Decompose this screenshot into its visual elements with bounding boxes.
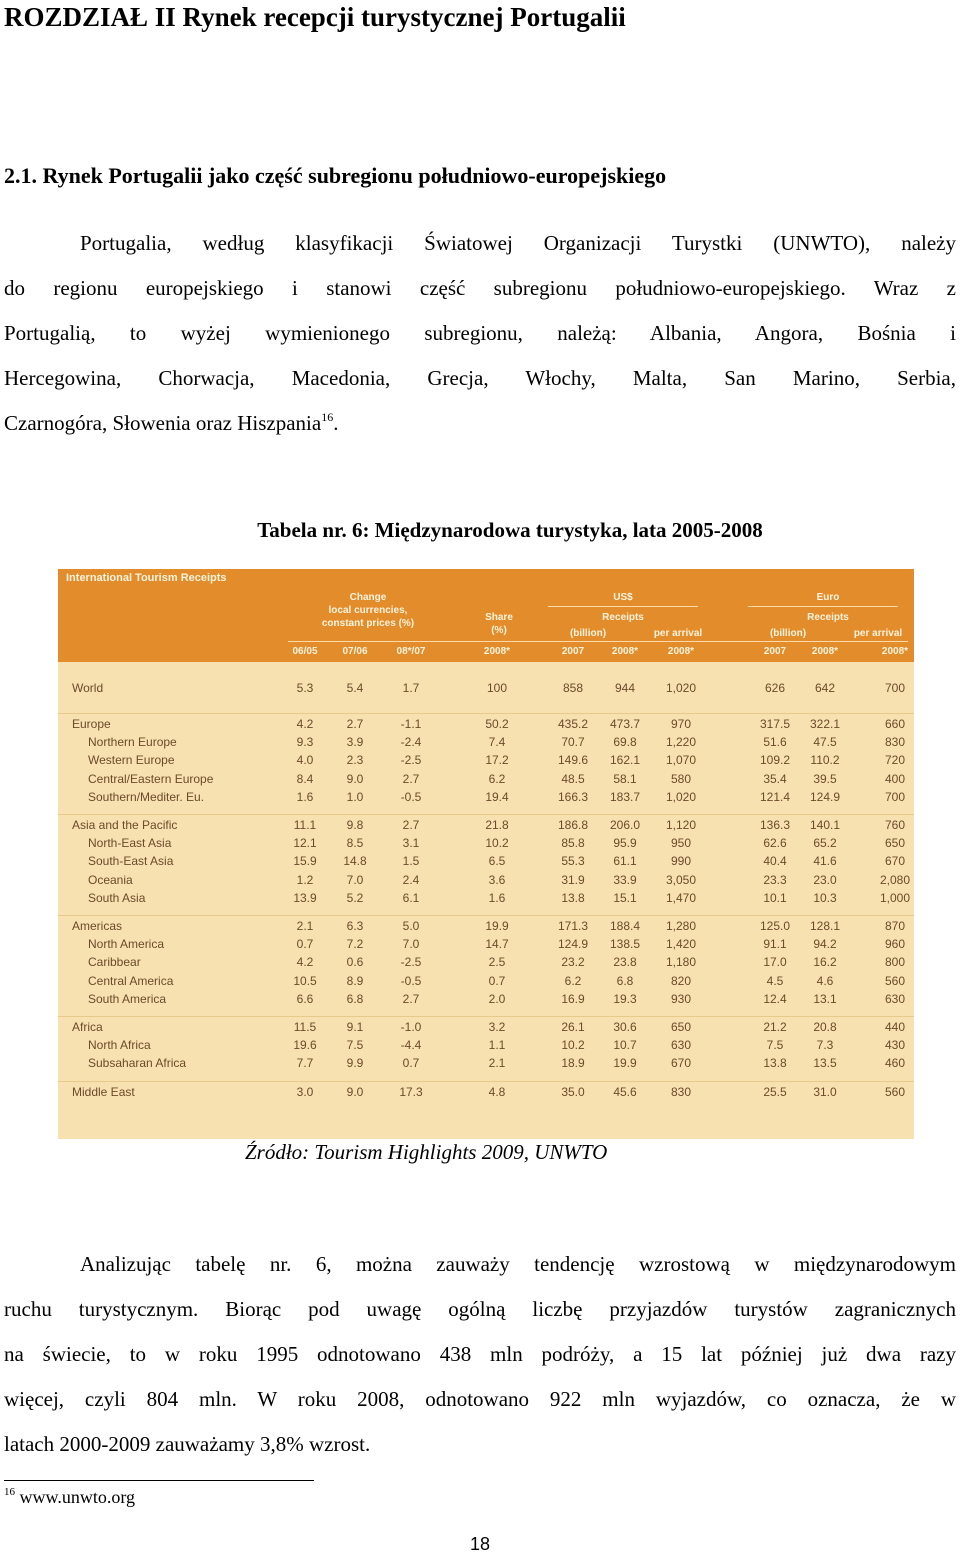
header-eu-billion: (billion) <box>769 628 807 639</box>
intro-line-end: . <box>333 411 339 435</box>
row-value: 720 <box>884 753 906 768</box>
group-separator <box>58 915 914 916</box>
row-value: 2.1 <box>488 1056 506 1071</box>
row-value: 9.0 <box>346 771 364 786</box>
row-value: 2.7 <box>402 771 420 786</box>
row-value: 9.1 <box>346 1020 364 1034</box>
row-value: 206.0 <box>609 818 641 832</box>
row-value: 8.4 <box>296 771 314 786</box>
header-rule <box>748 606 898 607</box>
table-row <box>58 1085 914 1103</box>
table-header <box>58 569 914 662</box>
row-value: 8.9 <box>346 973 364 988</box>
row-value: 109.2 <box>759 753 791 768</box>
year-header: 07/06 <box>342 646 368 657</box>
row-value: 4.2 <box>296 955 314 970</box>
header-eu-perarrival: per arrival <box>853 628 903 639</box>
intro-line: do regionu europejskiego i stanowi część subregionu południowo-europejskiego. Wraz z <box>4 276 956 300</box>
year-header: 06/05 <box>292 646 318 657</box>
row-value: 19.9 <box>485 919 509 933</box>
row-label: South America <box>88 991 167 1006</box>
row-value: 1.6 <box>488 890 506 905</box>
row-value: 26.1 <box>561 1020 585 1034</box>
row-value: 17.3 <box>399 1084 423 1099</box>
row-value: 317.5 <box>759 717 791 731</box>
row-value: 1,280 <box>665 919 697 933</box>
row-value: 2.5 <box>488 955 506 970</box>
page-number: 18 <box>469 1534 491 1554</box>
row-value: 630 <box>884 991 906 1006</box>
row-value: 10.3 <box>813 890 837 905</box>
row-value: 18.9 <box>561 1056 585 1071</box>
row-value: 11.1 <box>293 818 317 832</box>
row-value: 125.0 <box>759 919 791 933</box>
row-value: 2,080 <box>879 872 911 887</box>
row-value: 0.7 <box>402 1056 420 1071</box>
row-value: 3.6 <box>488 872 506 887</box>
row-value: 21.2 <box>763 1020 787 1034</box>
row-value: 166.3 <box>557 789 589 804</box>
row-value: 760 <box>884 818 906 832</box>
row-value: 2.7 <box>402 991 420 1006</box>
row-label: Northern Europe <box>88 735 177 750</box>
row-value: 6.2 <box>488 771 506 786</box>
row-value: 12.1 <box>293 836 317 851</box>
row-value: 13.1 <box>813 991 837 1006</box>
row-value: 31.9 <box>561 872 585 887</box>
row-value: 7.5 <box>766 1038 784 1053</box>
row-value: 5.4 <box>346 681 364 695</box>
row-value: 460 <box>884 1056 906 1071</box>
table-row <box>58 836 914 854</box>
row-label: South-East Asia <box>88 854 174 869</box>
body-line: ruchu turystycznym. Biorąc pod uwagę ogólną liczbę przyjazdów turystów zagranicznych <box>4 1297 956 1321</box>
table-row <box>58 974 914 992</box>
row-label: Europe <box>72 717 111 731</box>
table-row <box>58 1020 914 1038</box>
row-value: 58.1 <box>613 771 637 786</box>
row-label: Asia and the Pacific <box>72 818 178 832</box>
row-value: 800 <box>884 955 906 970</box>
row-value: 95.9 <box>613 836 637 851</box>
row-label: Subsaharan Africa <box>88 1056 187 1071</box>
table-source: Źródło: Tourism Highlights 2009, UNWTO <box>245 1140 608 1164</box>
table-title: International Tourism Receipts <box>66 572 227 584</box>
row-value: 473.7 <box>609 717 641 731</box>
row-value: 30.6 <box>613 1020 637 1034</box>
header-euro: Euro <box>816 592 840 603</box>
row-value: 13.5 <box>813 1056 837 1071</box>
table-row <box>58 854 914 872</box>
row-value: 3.0 <box>296 1084 314 1099</box>
table-row <box>58 753 914 771</box>
row-value: 14.8 <box>343 854 367 869</box>
body-line: Analizując tabelę nr. 6, można zauważy tendencję wzrostową w międzynarodowym <box>80 1252 956 1276</box>
intro-line-text: Czarnogóra, Słowenia oraz Hiszpania <box>4 411 322 435</box>
body-line: więcej, czyli 804 mln. W roku 2008, odnotowano 922 mln wyjazdów, co oznacza, że w <box>4 1387 956 1411</box>
row-value: 128.1 <box>809 919 841 933</box>
row-value: 23.0 <box>813 872 837 887</box>
year-header: 2008* <box>611 646 639 657</box>
tourism-receipts-table-image <box>58 569 914 1139</box>
row-value: 7.5 <box>346 1038 364 1053</box>
row-value: 65.2 <box>813 836 837 851</box>
header-share <box>474 611 524 637</box>
row-value: 6.8 <box>616 973 634 988</box>
row-value: 16.9 <box>561 991 585 1006</box>
row-value: 6.5 <box>488 854 506 869</box>
row-value: 23.8 <box>613 955 637 970</box>
row-value: 2.4 <box>402 872 420 887</box>
row-value: 0.7 <box>296 937 314 952</box>
row-value: 138.5 <box>609 937 641 952</box>
row-value: 1,000 <box>879 890 911 905</box>
row-value: 435.2 <box>557 717 589 731</box>
row-value: 13.8 <box>763 1056 787 1071</box>
row-value: 6.1 <box>402 890 420 905</box>
row-value: 19.3 <box>613 991 637 1006</box>
row-value: 830 <box>884 735 906 750</box>
footnote-number: 16 <box>4 1486 15 1498</box>
row-label: Caribbear <box>88 955 141 970</box>
row-value: 3,050 <box>665 872 697 887</box>
row-value: -0.5 <box>400 973 422 988</box>
row-value: 47.5 <box>813 735 837 750</box>
row-value: 21.8 <box>485 818 509 832</box>
row-value: 14.7 <box>485 937 509 952</box>
table-row <box>58 735 914 753</box>
row-value: -4.4 <box>400 1038 422 1053</box>
row-value: 5.3 <box>296 681 314 695</box>
row-value: 990 <box>670 854 692 869</box>
header-share-2: (%) <box>491 625 507 636</box>
row-value: 4.5 <box>766 973 784 988</box>
row-value: 33.9 <box>613 872 637 887</box>
row-value: 91.1 <box>763 937 787 952</box>
row-value: 670 <box>670 1056 692 1071</box>
row-value: 94.2 <box>813 937 837 952</box>
row-value: 4.2 <box>296 717 314 731</box>
row-value: 19.6 <box>293 1038 317 1053</box>
row-value: 2.1 <box>296 919 314 933</box>
row-value: 186.8 <box>557 818 589 832</box>
row-value: -2.4 <box>400 735 422 750</box>
year-header: 2008* <box>483 646 511 657</box>
row-value: 1.0 <box>346 789 364 804</box>
table-row <box>58 919 914 937</box>
section-title: 2.1. Rynek Portugalii jako część subregionu południowo-europejskiego <box>4 163 667 188</box>
row-value: 1,420 <box>665 937 697 952</box>
row-value: 69.8 <box>613 735 637 750</box>
row-value: 2.7 <box>402 818 420 832</box>
table-row <box>58 873 914 891</box>
row-value: 322.1 <box>809 717 841 731</box>
year-header: 2007 <box>763 646 787 657</box>
row-value: 10.5 <box>293 973 317 988</box>
table-row <box>58 937 914 955</box>
row-value: 10.7 <box>613 1038 637 1053</box>
row-value: 35.0 <box>561 1084 585 1099</box>
row-value: 15.9 <box>293 854 317 869</box>
row-value: 650 <box>670 1020 692 1034</box>
header-us: US$ <box>613 592 633 603</box>
row-value: 820 <box>670 973 692 988</box>
header-change-1: Change <box>349 592 387 603</box>
row-value: 19.4 <box>485 789 509 804</box>
intro-line: Hercegowina, Chorwacja, Macedonia, Grecja, Włochy, Malta, San Marino, Serbia, <box>4 366 956 390</box>
row-value: 1,220 <box>665 735 697 750</box>
row-value: 944 <box>614 681 636 695</box>
row-value: 7.7 <box>296 1056 314 1071</box>
row-label: Western Europe <box>88 753 175 768</box>
row-value: 700 <box>884 789 906 804</box>
row-value: 13.8 <box>561 890 585 905</box>
row-value: 858 <box>562 681 584 695</box>
table-caption: Tabela nr. 6: Międzynarodowa turystyka, lata 2005-2008 <box>257 518 763 542</box>
row-value: 1,120 <box>665 818 697 832</box>
row-value: 17.0 <box>763 955 787 970</box>
row-value: 4.8 <box>488 1084 506 1099</box>
row-value: 31.0 <box>813 1084 837 1099</box>
row-value: 660 <box>884 717 906 731</box>
row-value: 930 <box>670 991 692 1006</box>
row-value: 9.0 <box>346 1084 364 1099</box>
table-row <box>58 1038 914 1056</box>
row-value: 1.6 <box>296 789 314 804</box>
row-value: 48.5 <box>561 771 585 786</box>
row-value: 1,070 <box>665 753 697 768</box>
row-value: 121.4 <box>759 789 791 804</box>
row-value: 0.6 <box>346 955 364 970</box>
row-value: 13.9 <box>293 890 317 905</box>
body-line: na świecie, to w roku 1995 odnotowano 438 mln podróży, a 15 lat później już dwa razy <box>4 1342 956 1366</box>
row-value: 2.7 <box>346 717 364 731</box>
row-value: 124.9 <box>809 789 841 804</box>
intro-line-last <box>4 401 956 447</box>
header-change-3: constant prices (%) <box>321 618 415 629</box>
row-value: 560 <box>884 973 906 988</box>
year-header: 2008* <box>811 646 839 657</box>
row-value: 700 <box>884 681 906 695</box>
group-separator <box>58 1016 914 1017</box>
table-row <box>58 681 914 699</box>
footnote <box>4 1487 135 1508</box>
row-value: 1.2 <box>296 872 314 887</box>
row-value: 19.9 <box>613 1056 637 1071</box>
footnote-ref[interactable]: 16 <box>321 410 334 424</box>
row-value: 110.2 <box>810 753 840 768</box>
row-label: North-East Asia <box>88 836 172 851</box>
row-value: -2.5 <box>400 753 422 768</box>
row-value: 870 <box>884 919 906 933</box>
row-value: 188.4 <box>609 919 641 933</box>
row-value: 1.7 <box>402 681 420 695</box>
row-label: World <box>72 681 104 695</box>
row-value: 950 <box>670 836 692 851</box>
row-value: 440 <box>884 1020 906 1034</box>
chapter-title: ROZDZIAŁ II Rynek recepcji turystycznej Portugalii <box>4 2 626 32</box>
table-row <box>58 992 914 1010</box>
header-eu-receipts: Receipts <box>807 612 849 623</box>
footnote-link[interactable]: www.unwto.org <box>15 1487 135 1507</box>
row-value: 17.2 <box>485 753 509 768</box>
header-us-receipts: Receipts <box>602 612 644 623</box>
row-value: 5.2 <box>346 890 364 905</box>
row-value: 430 <box>884 1038 906 1053</box>
header-change <box>288 591 448 630</box>
row-value: 7.0 <box>402 937 420 952</box>
row-label: Africa <box>72 1020 103 1034</box>
row-value: 630 <box>670 1038 692 1053</box>
row-value: 23.2 <box>561 955 585 970</box>
row-value: 70.7 <box>561 735 585 750</box>
row-value: 41.6 <box>813 854 837 869</box>
table-row <box>58 790 914 808</box>
row-value: 0.7 <box>488 973 506 988</box>
row-value: 1,020 <box>665 681 697 695</box>
row-value: 162.1 <box>609 753 641 768</box>
row-value: 45.6 <box>613 1084 637 1099</box>
row-value: 6.2 <box>564 973 582 988</box>
row-value: 55.3 <box>561 854 585 869</box>
row-value: -2.5 <box>400 955 422 970</box>
row-value: 11.5 <box>293 1020 317 1034</box>
row-label: South Asia <box>88 890 146 905</box>
header-rule <box>548 606 698 607</box>
row-value: 7.2 <box>346 937 364 952</box>
row-value: 7.3 <box>816 1038 834 1053</box>
row-value: 9.8 <box>346 818 364 832</box>
row-value: 12.4 <box>763 991 787 1006</box>
row-value: 50.2 <box>485 717 509 731</box>
row-value: 10.1 <box>763 890 787 905</box>
row-value: -1.1 <box>400 717 422 731</box>
group-separator <box>58 1081 914 1082</box>
row-value: 5.0 <box>402 919 420 933</box>
intro-line: Portugalia, według klasyfikacji Światowej Organizacji Turystki (UNWTO), należy <box>80 231 956 255</box>
row-value: 40.4 <box>763 854 787 869</box>
row-value: 3.1 <box>402 836 420 851</box>
table-row <box>58 717 914 735</box>
row-value: 100 <box>486 681 508 695</box>
row-value: 10.2 <box>561 1038 585 1053</box>
row-value: 970 <box>670 717 692 731</box>
row-value: 25.5 <box>763 1084 787 1099</box>
row-value: 3.9 <box>346 735 364 750</box>
row-value: 1,020 <box>665 789 697 804</box>
row-value: 183.7 <box>609 789 641 804</box>
row-value: 6.8 <box>346 991 364 1006</box>
row-label: North Africa <box>88 1038 151 1053</box>
row-label: Americas <box>72 919 123 933</box>
row-label: Middle East <box>72 1084 135 1099</box>
row-value: 124.9 <box>557 937 589 952</box>
row-value: 61.1 <box>613 854 637 869</box>
row-value: -1.0 <box>400 1020 422 1034</box>
row-value: 62.6 <box>763 836 787 851</box>
row-value: 400 <box>884 771 906 786</box>
row-value: 2.3 <box>346 753 364 768</box>
row-value: 650 <box>884 836 906 851</box>
row-value: 9.9 <box>346 1056 364 1071</box>
row-value: 560 <box>884 1084 906 1099</box>
header-rule <box>288 641 908 642</box>
row-value: 39.5 <box>813 771 837 786</box>
row-value: -0.5 <box>400 789 422 804</box>
row-value: 642 <box>814 681 836 695</box>
table-row <box>58 955 914 973</box>
row-value: 3.2 <box>488 1020 506 1034</box>
row-value: 960 <box>884 937 906 952</box>
row-value: 6.6 <box>296 991 314 1006</box>
row-value: 4.0 <box>296 753 314 768</box>
header-change-2: local currencies, <box>328 605 408 616</box>
body-line-last: latach 2000-2009 zauważamy 3,8% wzrost. <box>4 1432 371 1456</box>
year-header: 2007 <box>561 646 585 657</box>
row-value: 626 <box>764 681 786 695</box>
table-row <box>58 1056 914 1074</box>
row-value: 7.0 <box>346 872 364 887</box>
row-label: Southern/Mediter. Eu. <box>88 789 205 804</box>
row-label: Central/Eastern Europe <box>88 771 214 786</box>
row-value: 20.8 <box>813 1020 837 1034</box>
row-value: 830 <box>670 1084 692 1099</box>
table-row <box>58 891 914 909</box>
row-value: 10.2 <box>485 836 509 851</box>
row-value: 85.8 <box>561 836 585 851</box>
row-value: 16.2 <box>813 955 837 970</box>
row-value: 2.0 <box>488 991 506 1006</box>
row-value: 1.1 <box>488 1038 506 1053</box>
row-label: North America <box>88 937 165 952</box>
row-value: 149.6 <box>557 753 589 768</box>
row-value: 7.4 <box>488 735 506 750</box>
row-value: 35.4 <box>763 771 787 786</box>
row-label: Central America <box>88 973 174 988</box>
row-value: 4.6 <box>816 973 834 988</box>
intro-line: Portugalią, to wyżej wymienionego subregionu, należą: Albania, Angora, Bośnia i <box>4 321 956 345</box>
row-value: 1,470 <box>665 890 697 905</box>
row-value: 8.5 <box>346 836 364 851</box>
year-header: 08*/07 <box>396 646 426 657</box>
row-value: 171.3 <box>557 919 589 933</box>
row-value: 15.1 <box>613 890 637 905</box>
row-value: 136.3 <box>759 818 791 832</box>
year-header: 2008* <box>881 646 909 657</box>
row-value: 140.1 <box>809 818 841 832</box>
row-value: 1,180 <box>665 955 697 970</box>
year-header: 2008* <box>667 646 695 657</box>
header-us-perarrival: per arrival <box>653 628 703 639</box>
row-value: 6.3 <box>346 919 364 933</box>
group-separator <box>58 713 914 714</box>
row-value: 580 <box>670 771 692 786</box>
row-value: 9.3 <box>296 735 314 750</box>
row-value: 51.6 <box>763 735 787 750</box>
footnote-separator <box>4 1480 314 1481</box>
row-value: 670 <box>884 854 906 869</box>
header-us-billion: (billion) <box>569 628 607 639</box>
group-separator <box>58 814 914 815</box>
row-label: Oceania <box>88 872 133 887</box>
row-value: 23.3 <box>763 872 787 887</box>
table-row <box>58 772 914 790</box>
table-row <box>58 818 914 836</box>
row-value: 1.5 <box>402 854 420 869</box>
header-share-1: Share <box>485 612 513 623</box>
